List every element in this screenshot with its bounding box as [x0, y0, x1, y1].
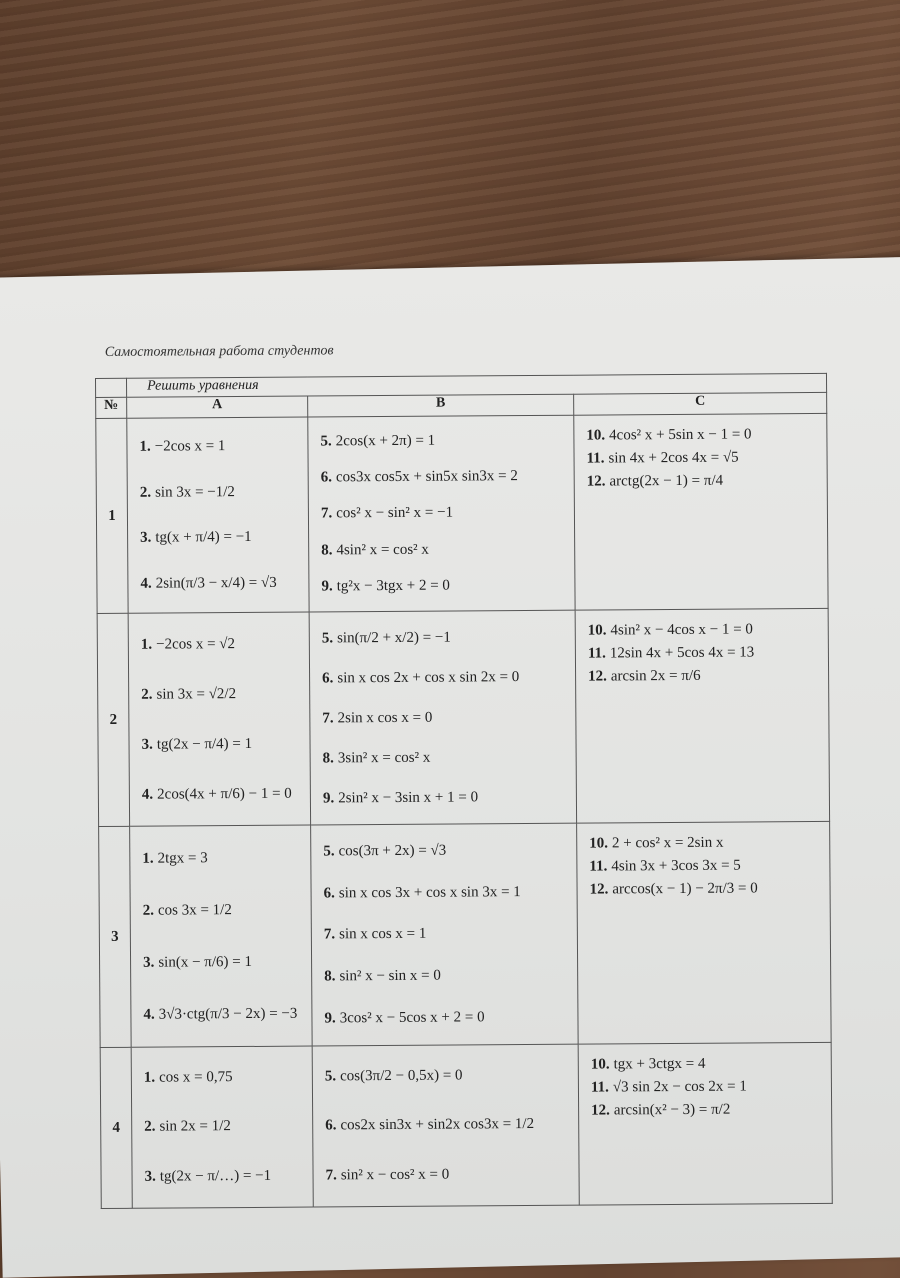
equation — [590, 880, 830, 899]
equation-text: arcsin 2x = π/6 — [610, 667, 701, 685]
equation-number: 1. — [142, 850, 154, 867]
equation-text: sin(π/2 + x/2) = −1 — [337, 629, 451, 646]
equation-number: 2. — [139, 484, 152, 501]
equation — [140, 574, 308, 592]
column-b-cell — [309, 610, 576, 825]
column-a-cell — [131, 1046, 313, 1208]
equation-text: 3sin² x = cos² x — [337, 749, 431, 766]
equation-text: sin(x − π/6) = 1 — [158, 953, 253, 971]
equation-number: 11. — [586, 450, 605, 467]
equation-list — [311, 824, 578, 1046]
header-number: № — [96, 397, 127, 418]
equation-number: 1. — [140, 636, 153, 653]
column-b-cell — [312, 1044, 579, 1207]
equation — [588, 667, 828, 686]
equation-text: cos(3π/2 − 0,5x) = 0 — [340, 1067, 463, 1085]
equation-text: −2cos x = 1 — [154, 438, 226, 455]
equation-text: 2tgx = 3 — [157, 849, 208, 867]
equation-number: 4. — [143, 1006, 155, 1023]
equation-number: 3. — [140, 529, 152, 546]
equation — [143, 901, 311, 919]
equation-number: 3. — [143, 954, 155, 971]
equation-list — [310, 611, 576, 825]
equation-text: arctg(2x − 1) = π/4 — [609, 472, 724, 490]
equation-number: 2. — [144, 1119, 156, 1136]
variant-number: 3 — [99, 826, 132, 1047]
equation-text: 2cos(4x + π/6) − 1 = 0 — [157, 785, 292, 803]
equation-number: 6. — [322, 669, 334, 686]
equation-text: 2sin² x − 3sin x + 1 = 0 — [338, 788, 479, 806]
column-c-cell — [574, 413, 828, 610]
equation-number: 7. — [325, 1167, 337, 1184]
equation-number: 4. — [140, 575, 152, 592]
equation-list — [308, 416, 574, 612]
equation-text: sin x cos x = 1 — [339, 926, 427, 943]
equation-text: 2sin x cos x = 0 — [337, 709, 433, 726]
equation-number: 12. — [589, 881, 609, 898]
equation — [324, 884, 577, 903]
equation-text: −2cos x = √2 — [156, 635, 236, 653]
equation-list — [129, 613, 310, 826]
equation — [591, 1078, 831, 1097]
equation-text: cos x = 0,75 — [159, 1069, 233, 1086]
equation-text: 3cos² x − 5cos x + 2 = 0 — [339, 1009, 485, 1027]
equation — [140, 529, 308, 547]
variant-row — [97, 608, 829, 826]
equation — [140, 483, 308, 501]
equation — [325, 1116, 578, 1135]
equation — [323, 788, 576, 807]
equation-number: 5. — [320, 433, 332, 450]
equation-text: 2 + cos² x = 2sin x — [611, 834, 724, 852]
equations-table — [95, 373, 833, 1209]
equation — [141, 635, 309, 653]
equation-number: 6. — [323, 885, 335, 902]
equation-text: tg(x + π/4) = −1 — [155, 529, 252, 546]
equation — [588, 644, 828, 663]
equation — [324, 1008, 577, 1027]
equation — [142, 785, 310, 803]
equation-text: cos3x cos5x + sin5x sin3x = 2 — [335, 468, 518, 486]
equation-number: 3. — [141, 736, 153, 753]
equation-number: 12. — [586, 473, 606, 490]
equation-text: 2cos(x + 2π) = 1 — [335, 432, 436, 450]
column-a-cell — [130, 825, 313, 1047]
variant-row — [100, 1042, 832, 1208]
equation — [322, 668, 575, 687]
equation-list — [127, 418, 308, 613]
equation — [141, 735, 309, 753]
equation — [145, 1167, 313, 1185]
equation-number: 11. — [589, 858, 608, 875]
equation-text: tg(2x − π/4) = 1 — [156, 735, 253, 753]
equation — [139, 438, 307, 456]
header-c: C — [574, 392, 827, 415]
equation-text: sin 4x + 2cos 4x = √5 — [608, 449, 739, 467]
column-a-cell — [127, 417, 309, 613]
equation — [326, 1165, 579, 1184]
equation-text: sin² x − cos² x = 0 — [340, 1166, 450, 1184]
equation-number: 11. — [590, 1079, 609, 1096]
equation — [320, 431, 573, 450]
header-a: A — [127, 396, 308, 418]
equation — [322, 628, 575, 647]
equation-text: cos 3x = 1/2 — [157, 901, 232, 919]
equation-number: 7. — [320, 505, 333, 522]
equation — [321, 504, 574, 523]
equation-text: arccos(x − 1) − 2π/3 = 0 — [612, 880, 758, 898]
equation-list — [313, 1045, 579, 1207]
equation — [321, 541, 574, 560]
equation-number: 1. — [139, 438, 151, 455]
equation — [591, 1055, 831, 1074]
equation — [324, 967, 577, 986]
equation-number: 10. — [587, 622, 607, 639]
equation-number: 4. — [141, 786, 154, 803]
equation-text: 2sin(π/3 − x/4) = √3 — [155, 574, 277, 592]
equation — [589, 857, 829, 876]
variant-row — [99, 821, 832, 1047]
equation — [323, 842, 576, 861]
equation-text: 4sin² x − 4cos x − 1 = 0 — [610, 621, 753, 639]
equation-text: 4cos² x + 5sin x − 1 = 0 — [609, 426, 752, 444]
equation-text: 12sin 4x + 5cos 4x = 13 — [609, 644, 755, 662]
equation-number: 5. — [321, 629, 334, 646]
equation-number: 9. — [321, 578, 333, 595]
column-b-cell — [308, 415, 575, 612]
equation-text: 4sin 3x + 3cos 3x = 5 — [611, 857, 741, 875]
equation-number: 6. — [325, 1117, 337, 1134]
column-b-cell — [311, 823, 579, 1046]
corner-cell — [95, 378, 126, 397]
equation-text: tg²x − 3tgx + 2 = 0 — [336, 577, 450, 595]
equation-number: 12. — [588, 668, 607, 685]
variant-number: 4 — [100, 1047, 132, 1208]
equation — [589, 834, 829, 853]
equation-text: tg(2x − π/…) = −1 — [159, 1167, 272, 1185]
equation-number: 1. — [143, 1069, 156, 1086]
equation-number: 12. — [591, 1102, 610, 1119]
equation-text: sin 3x = √2/2 — [156, 685, 237, 703]
equation-number: 9. — [322, 789, 335, 806]
equation — [588, 621, 828, 640]
equation — [324, 925, 577, 944]
equation — [144, 1118, 312, 1136]
equation-text: cos² x − sin² x = −1 — [336, 505, 454, 522]
worksheet-title: Самостоятельная работа студентов — [104, 343, 334, 360]
equation-list — [574, 414, 827, 610]
equation-text: sin 2x = 1/2 — [159, 1118, 231, 1136]
equation — [144, 1069, 312, 1087]
equation-text: cos(3π + 2x) = √3 — [338, 842, 447, 860]
equation-text: arcsin(x² − 3) = π/2 — [613, 1101, 731, 1119]
equation — [587, 449, 827, 468]
variant-number: 2 — [97, 613, 129, 826]
equation-text: cos2x sin3x + sin2x cos3x = 1/2 — [340, 1116, 535, 1134]
variant-number: 1 — [96, 418, 128, 613]
equation-number: 2. — [141, 686, 153, 703]
equation-text: √3 sin 2x − cos 2x = 1 — [612, 1078, 747, 1096]
equation — [321, 468, 574, 487]
equation — [143, 1005, 311, 1023]
column-c-cell — [577, 821, 832, 1044]
equation-text: sin² x − sin x = 0 — [339, 967, 441, 985]
equation-number: 10. — [589, 835, 609, 852]
equation-number: 11. — [587, 645, 606, 662]
equation — [143, 953, 311, 971]
equation — [142, 849, 310, 867]
equation-number: 6. — [320, 469, 332, 486]
equation-number: 8. — [324, 968, 336, 985]
equation-number: 5. — [324, 1068, 337, 1085]
equation — [587, 472, 827, 491]
equation — [323, 748, 576, 767]
equation-number: 10. — [586, 427, 606, 444]
equation-number: 7. — [322, 709, 334, 726]
equation-number: 3. — [144, 1168, 156, 1185]
equation — [591, 1101, 831, 1120]
equation-text: sin x cos 3x + cos x sin 3x = 1 — [338, 883, 521, 902]
column-c-cell — [575, 608, 829, 823]
equation-list — [576, 609, 829, 823]
header-b: B — [308, 394, 574, 417]
equation-number: 9. — [324, 1010, 336, 1027]
equation — [141, 685, 309, 703]
equation-text: 4sin² x = cos² x — [336, 541, 429, 559]
equation — [325, 1067, 578, 1086]
equation-list — [577, 822, 831, 1044]
equation-number: 8. — [322, 749, 334, 766]
equation-number: 5. — [323, 843, 335, 860]
equation-number: 8. — [321, 542, 333, 559]
equation — [586, 426, 826, 445]
equation-list — [132, 1047, 313, 1208]
equation — [321, 577, 574, 596]
equation-list — [130, 826, 312, 1047]
equation — [322, 708, 575, 727]
column-a-cell — [128, 612, 310, 826]
equation-text: sin 3x = −1/2 — [154, 483, 235, 501]
equation-text: tgx + 3ctgx = 4 — [613, 1055, 706, 1073]
column-c-cell — [578, 1042, 832, 1205]
equation-number: 10. — [590, 1056, 610, 1073]
equation-number: 2. — [142, 902, 155, 919]
equation-text: 3√3·ctg(π/3 − 2x) = −3 — [158, 1005, 298, 1023]
equation-text: sin x cos 2x + cos x sin 2x = 0 — [337, 668, 520, 686]
equation-list — [579, 1043, 832, 1205]
task-heading: Решить уравнения — [126, 373, 826, 397]
variant-row — [96, 413, 828, 613]
equation-number: 7. — [323, 926, 336, 943]
